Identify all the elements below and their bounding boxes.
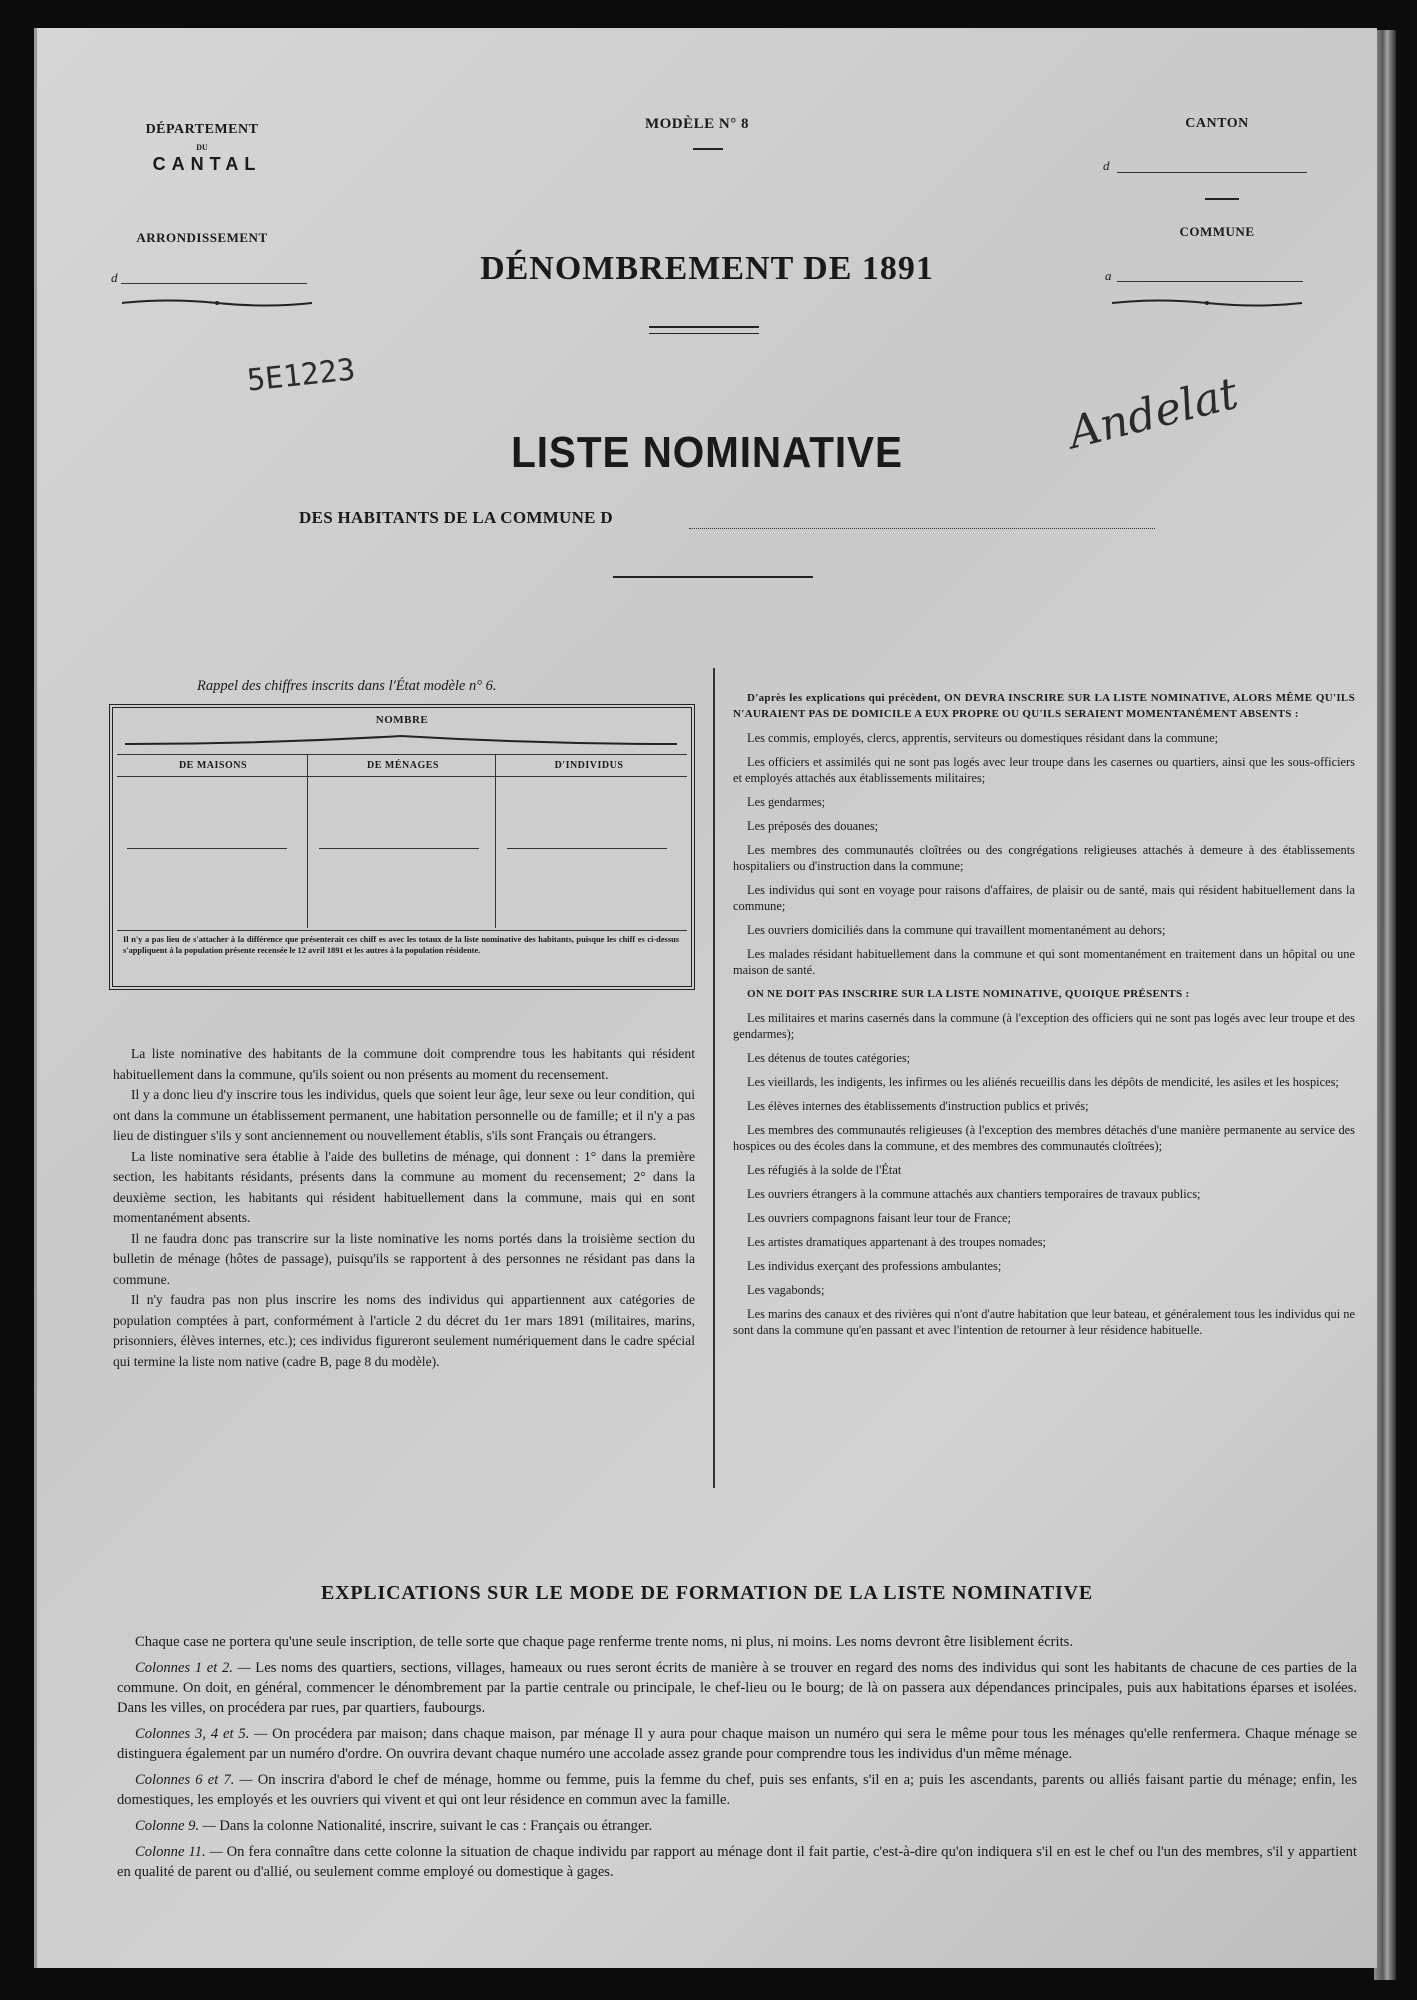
explanation-text: On inscrira d'abord le chef de ménage, homme ou femme, puis la femme du chef, puis ses enfants, s'il en a; puis les ascendants, parents ou alliés faisant partie du ménage; enfin, les domestiques, les employés et les ouvriers qui vivent et qui ont leur résidence en commun avec la famille. (117, 1772, 1357, 1808)
explanation-item (117, 1842, 1357, 1882)
exclude-item: Les membres des communautés religieuses (à l'exception des membres détachés d'une manière permanente au service des hospices ou des écoles dans la commune, et des membres des communautés cloîtrées); (733, 1123, 1355, 1153)
title-rule-2 (649, 333, 759, 334)
explanation-label: Colonne 11. — (135, 1844, 223, 1860)
explanation-text: On procédera par maison; dans chaque maison, par ménage Il y aura pour chaque maison un numéro qui sera le même pour tous les ménages qu'elle renfermera. Chaque ménage se distinguera également par un numéro d'ordre. On ouvrira devant chaque numéro une accolade assez grande pour comprendre tous les individus d'un même ménage. (117, 1726, 1357, 1762)
exclude-item: Les artistes dramatiques appartenant à des troupes nomades; (747, 1235, 1046, 1249)
explanation-text: Les noms des quartiers, sections, villages, hameaux ou rues seront écrits de manière à se trouver en regard des noms des individus qui sont les habitants de chacune de ces parties de la commune. On doit, en général, commencer le dénombrement par la partie centrale ou principale, le chef-lieu ou le bourg; de là on passera aux dépendances principales, puis aux habitations éparses et isolées. Dans les villes, on procédera par rues, par quartiers, faubourgs. (117, 1660, 1357, 1716)
left-paragraph-3: La liste nominative sera établie à l'aide des bulletins de ménage, qui donnent : 1° dans la première section, les habitants résidants, présents dans la commune au moment du recensement; 2° dans la deuxième section, les habitants qui résident habituellement dans la commune, mais qui en sont momentanément absents. (113, 1148, 695, 1225)
departement-label: DÉPARTEMENT (145, 122, 259, 137)
nombre-label: NOMBRE (375, 714, 429, 726)
commune-line (1117, 281, 1303, 282)
exclude-item: Les réfugiés à la solde de l'État (747, 1163, 902, 1177)
title-rule-1 (649, 326, 759, 328)
departement-name: CANTAL (152, 154, 262, 174)
include-item: Les officiers et assimilés qui ne sont pas logés avec leur troupe dans les casernes ou quartiers, ainsi que les sous-officiers et employés attachés aux établissements militaires; (733, 755, 1355, 785)
explanations-title: EXPLICATIONS SUR LE MODE DE FORMATION DE LA LISTE NOMINATIVE (321, 1582, 1093, 1604)
ornament-right (1107, 296, 1307, 310)
commune-prefix: a (1105, 268, 1112, 283)
col-individus-header: D'INDIVIDUS (554, 760, 624, 771)
list-title: LISTE NOMINATIVE (511, 428, 903, 477)
exclude-item: Les ouvriers étrangers à la commune attachés aux chantiers temporaires de travaux publics; (747, 1187, 1201, 1201)
subtitle-rule (613, 576, 813, 578)
explanations-intro: Chaque case ne portera qu'une seule inscription, de telle sorte que chaque page renferme trente noms, ni plus, ni moins. Les noms devront être lisiblement écrits. (135, 1634, 1073, 1650)
arrondissement-line (121, 283, 307, 284)
col-sep-1 (307, 754, 308, 928)
exclude-item: Les élèves internes des établissements d'instruction publics et privés; (747, 1099, 1089, 1113)
recap-frame (109, 704, 695, 990)
menages-entry-line[interactable] (319, 848, 479, 849)
archive-reference: 5E1223 (245, 352, 357, 399)
recap-caption: Rappel des chiffres inscrits dans l'État modèle n° 6. (197, 678, 497, 694)
exclude-item: Les militaires et marins casernés dans la commune (à l'exception des officiers qui ne sont pas logés avec leur troupe et des gendarmes); (733, 1011, 1355, 1041)
col-sep-2 (495, 754, 496, 928)
canton-line (1117, 172, 1307, 173)
page-stack-edge (1374, 30, 1396, 1980)
arrondissement-prefix: d (111, 270, 118, 285)
explanation-text: Dans la colonne Nationalité, inscrire, suivant le cas : Français ou étranger. (219, 1818, 653, 1834)
census-title: DÉNOMBREMENT DE 1891 (480, 250, 934, 287)
recap-note: Il n'y a pas lieu de s'attacher à la différence que présenterait ces chiff es avec les totaux de la liste nominative des habitants, puisque les chiff es ci-dessus s'appliquent à la population présente recensée le 12 avril 1891 et les autres à la population résidente. (123, 935, 679, 955)
include-intro: D'après les explications qui précèdent, ON DEVRA INSCRIRE SUR LA LISTE NOMINATIVE, ALORS MÊME QU'ILS N'AURAIENT PAS DE DOMICILE A EUX PROPRE OU QU'ILS SERAIENT MOMENTANÉMENT ABSENTS : (733, 692, 1355, 720)
explanation-label: Colonnes 6 et 7. — (135, 1772, 253, 1788)
ornament-left (117, 296, 317, 310)
exclude-item: Les détenus de toutes catégories; (747, 1051, 911, 1065)
explanation-item (117, 1770, 1357, 1810)
du-label: DU (196, 143, 208, 152)
census-form-page (34, 28, 1377, 1968)
left-instructions (113, 1044, 695, 1372)
canton-dash (1205, 198, 1239, 200)
include-item: Les commis, employés, clercs, apprentis, serviteurs ou domestiques résidant dans la commune; (747, 731, 1219, 745)
explanation-label: Colonnes 1 et 2. — (135, 1660, 251, 1676)
exclude-item: Les vagabonds; (747, 1283, 825, 1297)
exclude-intro: ON NE DOIT PAS INSCRIRE SUR LA LISTE NOMINATIVE, QUOIQUE PRÉSENTS : (747, 988, 1190, 1000)
include-item: Les gendarmes; (747, 795, 826, 809)
col-maisons-header: DE MAISONS (178, 760, 248, 771)
explanation-item (117, 1658, 1357, 1718)
explanations-body (117, 1632, 1357, 1888)
maisons-entry-line[interactable] (127, 848, 287, 849)
exclude-item: Les vieillards, les indigents, les infirmes ou les aliénés recueillis dans les dépôts de mendicité, les asiles et les hospices; (747, 1075, 1339, 1089)
explanation-label: Colonnes 3, 4 et 5. — (135, 1726, 268, 1742)
commune-label: COMMUNE (1179, 224, 1255, 239)
note-rule (117, 930, 687, 931)
explanation-label: Colonne 9. — (135, 1818, 216, 1834)
include-item: Les individus qui sont en voyage pour raisons d'affaires, de plaisir ou de santé, mais qui résident habituellement dans la commune; (733, 883, 1355, 913)
nombre-brace (123, 730, 679, 750)
list-subtitle: DES HABITANTS DE LA COMMUNE D (299, 508, 613, 527)
explanation-item (117, 1816, 1357, 1836)
col-menages-header: DE MÉNAGES (367, 760, 439, 771)
include-item: Les membres des communautés cloîtrées ou des congrégations religieuses attachés à demeure à des établissements hospitaliers ou d'instruction dans la commune; (733, 843, 1355, 873)
handwritten-commune-name: Andelat (1063, 367, 1243, 460)
left-paragraph-5: Il n'y faudra pas non plus inscrire les noms des individus qui appartiennent aux catégories de population comptées à part, conformément à l'article 2 du décret du 1er mars 1891 (militaires, marins, prisonniers, élèves internes, etc.); ces individus figureront seulement numériquement dans le cadre spécial qui termine la liste nom native (cadre B, page 8 du modèle). (113, 1292, 695, 1369)
recap-top-rule (117, 754, 687, 755)
exclude-item: Les individus exerçant des professions ambulantes; (747, 1259, 1002, 1273)
left-paragraph-1: La liste nominative des habitants de la commune doit comprendre tous les habitants qui résident habituellement dans la commune, qu'ils soient ou non présents au moment du recensement. (113, 1046, 695, 1082)
exclude-item: Les ouvriers compagnons faisant leur tour de France; (747, 1211, 1011, 1225)
header-rule (117, 776, 687, 777)
explanation-item (117, 1724, 1357, 1764)
right-instructions (733, 690, 1355, 1346)
left-paragraph-2: Il y a donc lieu d'y inscrire tous les individus, quels que soient leur âge, leur sexe ou leur condition, qui ont dans la commune un établissement permanent, une habitation personnelle ou de famille; et il n'y a pas lieu de distinguer s'ils y sont anciennement ou nouvellement établis, s'ils sont Français ou étrangers. (113, 1087, 695, 1143)
modele-dash (693, 148, 723, 150)
include-item: Les ouvriers domiciliés dans la commune qui travaillent momentanément au dehors; (747, 923, 1166, 937)
include-item: Les malades résidant habituellement dans la commune et qui sont momentanément en traitement dans un hôpital ou une maison de santé. (733, 947, 1355, 977)
arrondissement-label: ARRONDISSEMENT (136, 230, 268, 245)
exclude-item: Les marins des canaux et des rivières qui n'ont d'autre habitation que leur bateau, et généralement tous les individus qui ne sont dans la commune qu'en passant et avec l'intention de retourner à leur résidence habituelle. (733, 1307, 1355, 1337)
explanation-text: On fera connaître dans cette colonne la situation de chaque individu par rapport au ménage dont il fait partie, c'est-à-dire qu'on indiquera s'il en est le chef ou l'un des membres, s'il y appartient en qualité de parent ou d'allié, ou seulement comme employé ou domestique à gages. (117, 1844, 1357, 1880)
include-item: Les préposés des douanes; (747, 819, 879, 833)
individus-entry-line[interactable] (507, 848, 667, 849)
canton-label: CANTON (1185, 116, 1249, 131)
canton-prefix: d (1103, 158, 1110, 173)
column-divider (713, 668, 715, 1488)
commune-name-line (689, 528, 1155, 529)
left-paragraph-4: Il ne faudra donc pas transcrire sur la liste nominative les noms portés dans la troisième section du bulletin de ménage (hôtes de passage), puisqu'ils se rapportent à des personnes ne résidant pas dans la commune. (113, 1230, 695, 1287)
modele-label: MODÈLE N° 8 (644, 116, 749, 132)
